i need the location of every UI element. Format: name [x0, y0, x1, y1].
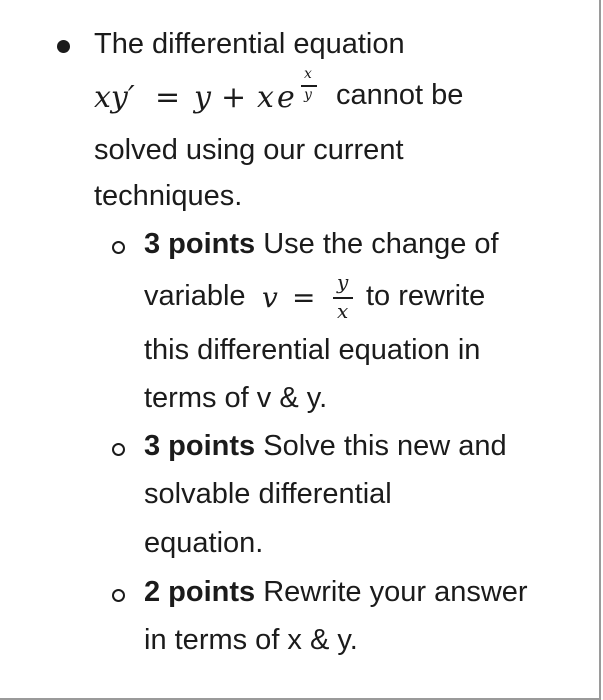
- sub-item-1-points: 3 points: [144, 228, 256, 260]
- sub-item-2-line1: [144, 430, 507, 463]
- sub-item-3-points: 2 points: [144, 576, 256, 608]
- eq-lhs: xy′: [94, 80, 135, 115]
- sub-item-1-line1: [144, 228, 499, 261]
- var-v: v: [262, 281, 278, 314]
- eq-term-x: x: [257, 80, 274, 115]
- eq-equals: =: [155, 80, 181, 115]
- bullet-disc: [57, 40, 70, 53]
- sub-bullet-circle: [112, 443, 125, 456]
- sub-item-1-line3: this differential equation in: [144, 334, 481, 366]
- sub-bullet-circle: [112, 241, 125, 254]
- main-item-line2-rest: cannot be: [336, 79, 464, 111]
- sub-item-1-line2-post: to rewrite: [366, 280, 486, 312]
- main-item-line4: techniques.: [94, 180, 243, 212]
- sub-item-1-line2-pre: variable: [144, 280, 246, 312]
- sub-item-2-text: Solve this new and: [263, 430, 507, 462]
- sub-item-3-line1: [144, 576, 528, 609]
- sub-item-1-text: Use the change of: [263, 228, 499, 260]
- sub-item-2-line2: solvable differential: [144, 478, 392, 510]
- main-item-line1: The differential equation: [94, 28, 405, 60]
- sub-item-2-points: 3 points: [144, 430, 256, 462]
- eq-e: e: [277, 80, 295, 115]
- var-fraction: [333, 270, 353, 326]
- eq-exponent-fraction: [301, 66, 317, 106]
- var-frac-num: y: [337, 270, 349, 294]
- eq-exp-den: y: [304, 87, 312, 103]
- eq-plus: +: [221, 80, 247, 115]
- sub-bullet-circle: [112, 589, 125, 602]
- sub-item-1-line4: terms of v & y.: [144, 382, 328, 414]
- var-equals: =: [292, 281, 316, 314]
- eq-exp-num: x: [304, 66, 312, 82]
- sub-item-3-text: Rewrite your answer: [263, 576, 528, 608]
- main-item-line3: solved using our current: [94, 134, 404, 166]
- sub-item-2-line3: equation.: [144, 527, 264, 559]
- sub-item-3-line2: in terms of x & y.: [144, 624, 358, 656]
- eq-term-y: y: [194, 80, 211, 115]
- var-frac-den: x: [337, 299, 349, 323]
